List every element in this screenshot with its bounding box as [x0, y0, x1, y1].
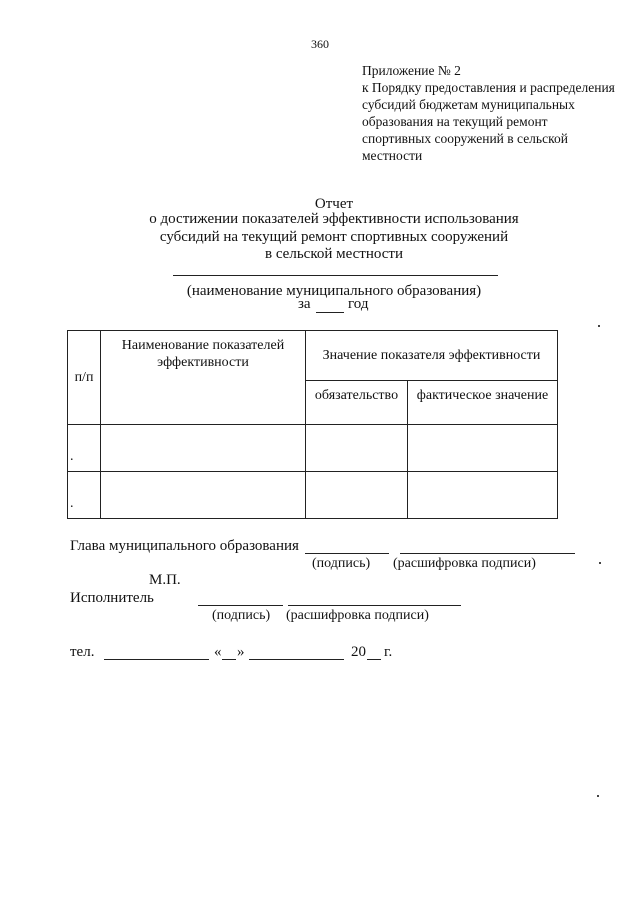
- appendix-line: Приложение № 2: [362, 63, 461, 78]
- signature-year-line: [367, 659, 381, 660]
- report-title: Отчет: [314, 196, 354, 212]
- appendix-line: к Порядку предоставления и распределения: [362, 80, 615, 95]
- phone-line: [104, 659, 209, 660]
- header-commitment: обязательство: [306, 381, 408, 425]
- month-line: [249, 659, 344, 660]
- commitment-cell[interactable]: [306, 472, 408, 519]
- appendix-line: спортивных сооружений в сельской: [362, 131, 568, 146]
- year-prefix: за: [298, 296, 311, 312]
- indicator-name-cell[interactable]: [101, 425, 306, 472]
- head-decode-line: [400, 553, 575, 554]
- report-subtitle-line: субсидий на текущий ремонт спортивных сооружений: [159, 229, 509, 245]
- report-subtitle-line: в сельской местности: [265, 246, 403, 262]
- executor-decode-caption: (расшифровка подписи): [286, 608, 429, 623]
- head-signature-line: [305, 553, 389, 554]
- header-number: п/п: [68, 331, 101, 425]
- table-row: [68, 425, 558, 472]
- executor-sign-caption: (подпись): [212, 608, 271, 623]
- head-sign-caption: (подпись): [312, 556, 371, 571]
- executor-signature-line: [198, 605, 283, 606]
- executor-label: Исполнитель: [70, 590, 154, 606]
- actual-value-cell[interactable]: [408, 425, 558, 472]
- header-indicator-name: Наименование показателей эффективности: [101, 331, 306, 425]
- stamp-place: М.П.: [149, 572, 181, 588]
- year-suffix: год: [348, 296, 369, 312]
- header-value-group: Значение показателя эффективности: [306, 331, 558, 381]
- scan-speck: [597, 795, 599, 797]
- page-number: 360: [311, 37, 329, 51]
- appendix-line: местности: [362, 148, 423, 163]
- phone-label: тел.: [70, 644, 95, 660]
- date-open-quote: «: [214, 644, 222, 660]
- indicators-table: [67, 330, 558, 519]
- scan-speck: [598, 325, 600, 327]
- commitment-cell[interactable]: [306, 425, 408, 472]
- appendix-line: образования на текущий ремонт: [362, 114, 548, 129]
- row-number-cell: .: [68, 472, 101, 519]
- report-subtitle-line: о достижении показателей эффективности использования: [149, 211, 519, 227]
- head-label: Глава муниципального образования: [70, 538, 299, 554]
- executor-decode-line: [288, 605, 461, 606]
- actual-value-cell[interactable]: [408, 472, 558, 519]
- municipality-name-line: [173, 275, 498, 276]
- indicator-name-cell[interactable]: [101, 472, 306, 519]
- date-close-quote: »: [237, 644, 245, 660]
- year-prefix-20: 20: [351, 644, 366, 660]
- appendix-line: субсидий бюджетам муниципальных: [362, 97, 575, 112]
- year-blank-line: [316, 312, 344, 313]
- municipality-caption: (наименование муниципального образования): [186, 283, 482, 299]
- year-suffix-g: г.: [384, 644, 393, 660]
- row-number-cell: .: [68, 425, 101, 472]
- header-actual-value: фактическое значение: [408, 381, 558, 425]
- table-row: [68, 472, 558, 519]
- head-decode-caption: (расшифровка подписи): [393, 556, 536, 571]
- appendix-block: [362, 62, 615, 164]
- day-line: [222, 659, 236, 660]
- scan-speck: [599, 562, 601, 564]
